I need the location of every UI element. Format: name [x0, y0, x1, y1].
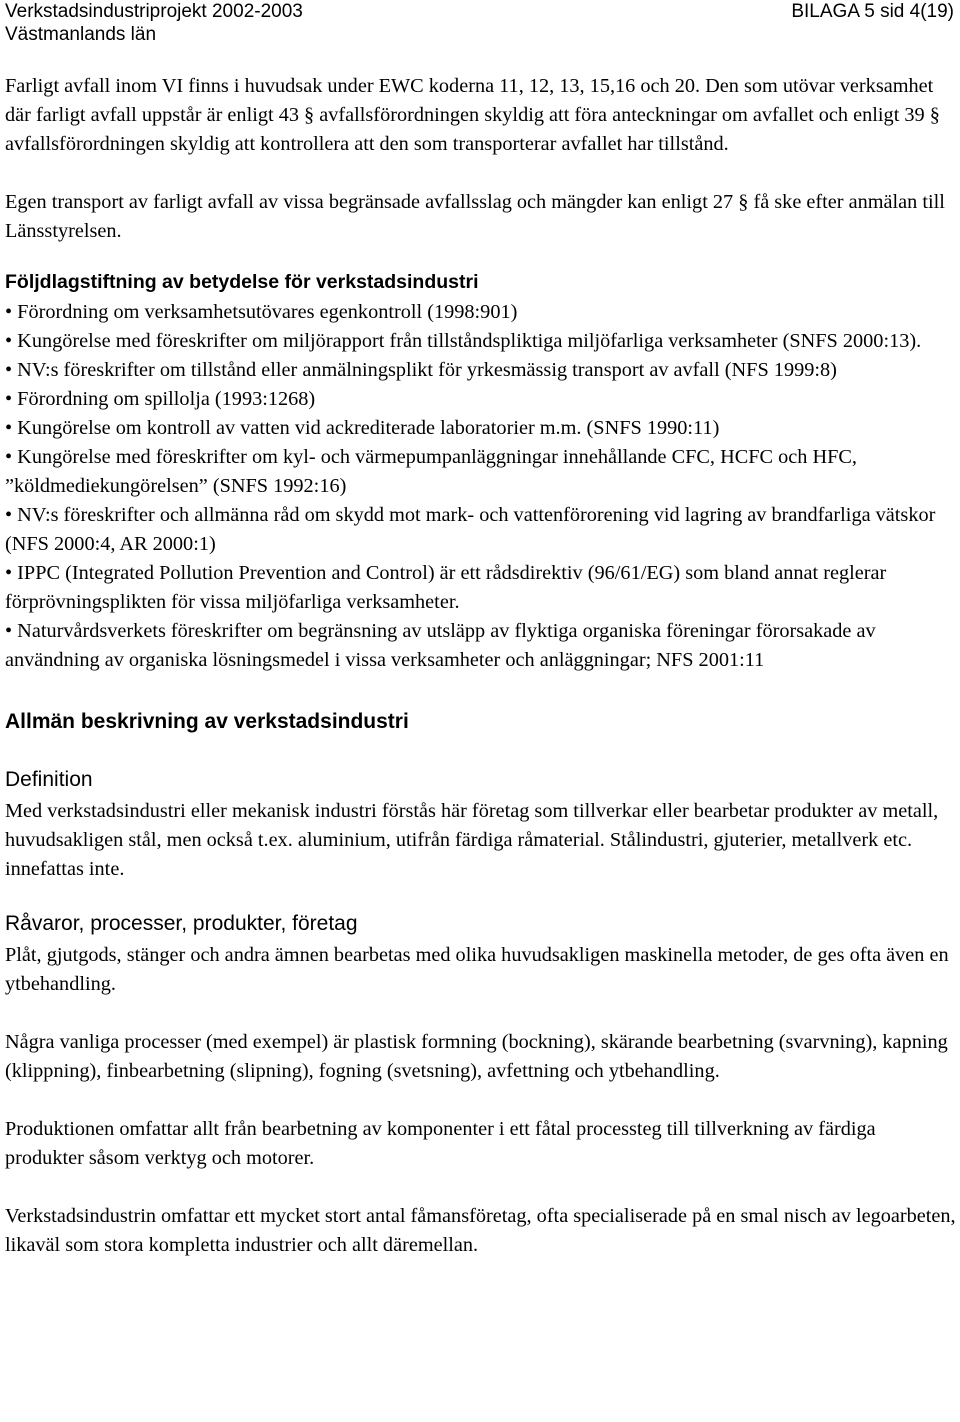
list-item: • Förordning om spillolja (1993:1268): [5, 385, 957, 414]
list-item: • Naturvårdsverkets föreskrifter om begränsning av utsläpp av flyktiga organiska föreningar förorsakade av användning av organiska lösningsmedel i vissa verksamheter och anläggningar; NFS 2001:11: [5, 617, 957, 675]
list-item: • Kungörelse med föreskrifter om miljörapport från tillståndspliktiga miljöfarliga verksamheter (SNFS 2000:13).: [5, 327, 957, 356]
definition-heading: Definition: [5, 768, 93, 791]
legislation-heading: Följdlagstiftning av betydelse för verkstadsindustri: [5, 271, 479, 293]
project-title: Verkstadsindustriprojekt 2002-2003: [5, 1, 303, 22]
intro-paragraph: Farligt avfall inom VI finns i huvudsak under EWC koderna 11, 12, 13, 15,16 och 20. Den som utövar verksamhet där farligt avfall uppstår är enligt 43 § avfallsförordningen skyldig att föra anteckningar om avfallet och enligt 39 § avfallsförordningen skyldig att kontrollera att den som transporterar avfallet har tillstånd.: [5, 75, 940, 155]
list-item: • Kungörelse om kontroll av vatten vid ackrediterade laboratorier m.m. (SNFS 1990:11): [5, 414, 957, 443]
page-label: BILAGA 5 sid 4(19): [791, 1, 954, 22]
body-paragraph: Plåt, gjutgods, stänger och andra ämnen bearbetas med olika huvudsakligen maskinella metoder, de ges ofta även en ytbehandling.: [5, 944, 949, 995]
list-item: • NV:s föreskrifter om tillstånd eller anmälningsplikt för yrkesmässig transport av avfall (NFS 1999:8): [5, 356, 957, 385]
body-paragraph: Verkstadsindustrin omfattar ett mycket stort antal fåmansföretag, ofta specialiserade på en smal nisch av legoarbeten, likaväl som stora kompletta industrier och allt däremellan.: [5, 1205, 956, 1256]
body-paragraph: Produktionen omfattar allt från bearbetning av komponenter i ett fåtal processteg till tillverkning av färdiga produkter såsom verktyg och motorer.: [5, 1118, 876, 1169]
body-paragraph: Några vanliga processer (med exempel) är plastisk formning (bockning), skärande bearbetning (svarvning), kapning (klippning), finbearbetning (slipning), fogning (svetsning), avfettning och ytbehandling.: [5, 1031, 948, 1082]
list-item: • Förordning om verksamhetsutövares egenkontroll (1998:901): [5, 298, 957, 327]
list-item: • NV:s föreskrifter och allmänna råd om skydd mot mark- och vattenförorening vid lagring av brandfarliga vätskor (NFS 2000:4, AR 2000:1): [5, 501, 957, 559]
raw-materials-heading: Råvaror, processer, produkter, företag: [5, 912, 358, 935]
intro-paragraph: Egen transport av farligt avfall av vissa begränsade avfallsslag och mängder kan enligt 27 § få ske efter anmälan till Länsstyrelsen.: [5, 191, 945, 242]
county-name: Västmanlands län: [5, 24, 157, 45]
page-header-left: [5, 0, 303, 46]
list-item: • IPPC (Integrated Pollution Prevention and Control) är ett rådsdirektiv (96/61/EG) som bland annat reglerar förprövningsplikten för vissa miljöfarliga verksamheter.: [5, 559, 957, 617]
legislation-list: [5, 298, 957, 675]
list-item: • Kungörelse med föreskrifter om kyl- och värmepumpanläggningar innehållande CFC, HCFC och HFC, ”köldmediekungörelsen” (SNFS 1992:16): [5, 443, 957, 501]
definition-text: Med verkstadsindustri eller mekanisk industri förstås här företag som tillverkar eller bearbetar produkter av metall, huvudsakligen stål, men också t.ex. aluminium, utifrån färdiga råmaterial. Stålindustri, gjuterier, metallverk etc. innefattas inte.: [5, 800, 939, 880]
section-heading: Allmän beskrivning av verkstadsindustri: [5, 710, 409, 733]
document-body: [5, 72, 957, 1260]
